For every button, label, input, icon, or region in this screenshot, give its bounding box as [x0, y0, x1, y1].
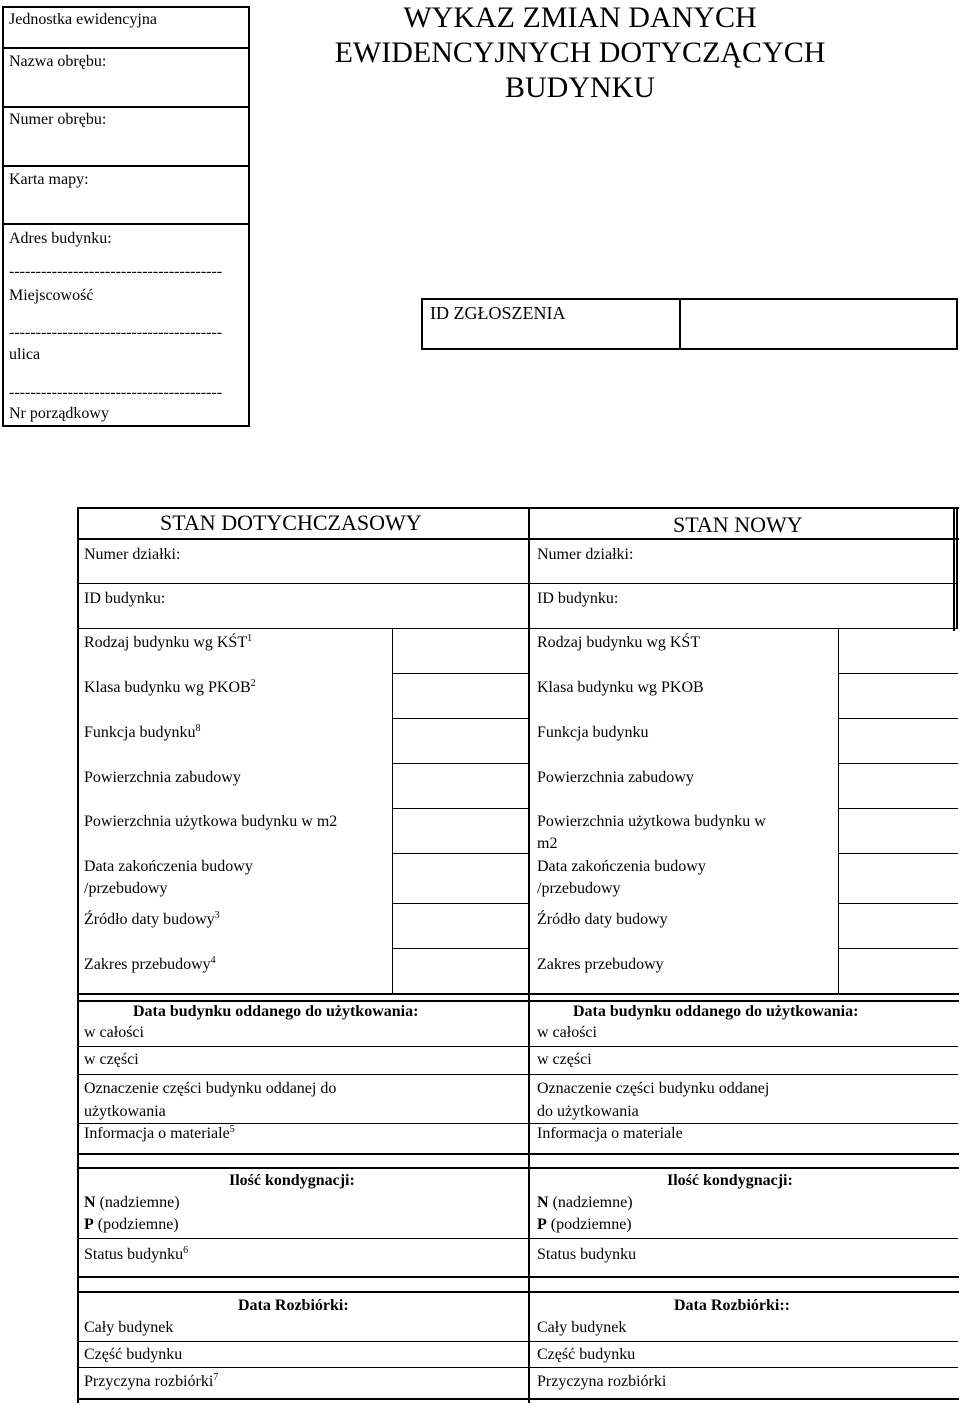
left-podziemne: P (podziemne) — [84, 1216, 179, 1233]
row-line — [838, 903, 958, 904]
right-numer-dzialki: Numer działki: — [537, 546, 634, 563]
right-w-calosci: w całości — [537, 1024, 597, 1041]
right-zrodlo: Źródło daty budowy — [537, 911, 668, 928]
right-ilosc-kondygnacji: Ilość kondygnacji: — [667, 1172, 793, 1189]
row-line — [838, 673, 958, 674]
row-line — [838, 763, 958, 764]
left-informacja: Informacja o materiale$^5$ — [84, 1124, 235, 1142]
row-line — [528, 1367, 958, 1368]
right-caly-budynek: Cały budynek — [537, 1319, 627, 1336]
row-line — [392, 853, 529, 854]
footnote-6: 6 — [183, 1245, 189, 1256]
left-data-oddanego: Data budynku oddanego do użytkowania: — [133, 1003, 419, 1020]
row-line — [528, 1074, 958, 1075]
table-border — [953, 507, 955, 631]
id-zgloszenia-field[interactable] — [682, 300, 956, 348]
left-zrodlo: Źródło daty budowy$^3$ — [84, 910, 220, 928]
right-nadziemne: N (nadziemne) — [537, 1194, 633, 1211]
left-status: Status budynku$^6$ — [84, 1245, 189, 1263]
section-line — [77, 1167, 530, 1169]
right-pow-uzytkowa-cont: m2 — [537, 835, 558, 852]
footnote-4: 4 — [210, 955, 216, 966]
divider — [2, 223, 250, 225]
right-oznaczenie: Oznaczenie części budynku oddanej — [537, 1080, 770, 1097]
left-w-calosci: w całości — [84, 1024, 144, 1041]
left-pow-uzytkowa: Powierzchnia użytkowa budynku w m2 — [84, 813, 338, 830]
row-line — [528, 993, 959, 995]
right-data-zakonczenia: Data zakończenia budowy — [537, 858, 706, 875]
section-line — [528, 1000, 959, 1002]
section-line — [77, 1398, 530, 1400]
row-line — [838, 853, 958, 854]
section-line — [528, 1153, 959, 1155]
right-data-rozbiorki: Data Rozbiórki:: — [674, 1297, 790, 1314]
left-data-zakonczenia-cont: /przebudowy — [84, 880, 168, 897]
row-line — [392, 903, 529, 904]
row-line — [392, 948, 529, 949]
right-id-budynku: ID budynku: — [537, 590, 619, 607]
left-czesc-budynku: Część budynku — [84, 1346, 183, 1363]
footnote-8: 8 — [195, 723, 201, 734]
id-zgloszenia-label: ID ZGŁOSZENIA — [430, 303, 566, 323]
row-line — [77, 628, 529, 629]
right-pow-zabudowy: Powierzchnia zabudowy — [537, 769, 694, 786]
right-zakres: Zakres przebudowy — [537, 956, 664, 973]
row-line — [528, 583, 958, 584]
right-czesc-budynku: Część budynku — [537, 1346, 636, 1363]
footnote-5: 5 — [229, 1124, 235, 1135]
row-line — [392, 763, 529, 764]
row-line — [838, 808, 958, 809]
section-line — [77, 1000, 530, 1002]
row-line — [392, 808, 529, 809]
right-w-czesci: w części — [537, 1051, 592, 1068]
right-przyczyna: Przyczyna rozbiórki — [537, 1373, 667, 1390]
nazwa-obrebu-label: Nazwa obrębu: — [9, 53, 107, 70]
left-zakres: Zakres przebudowy$^4$ — [84, 955, 216, 973]
left-funkcja: Funkcja budynku$^8$ — [84, 723, 201, 741]
row-line — [392, 673, 529, 674]
divider — [2, 47, 250, 49]
section-line — [528, 1276, 959, 1278]
adres-budynku-label: Adres budynku: — [9, 230, 112, 247]
left-oznaczenie: Oznaczenie części budynku oddanej do — [84, 1080, 337, 1097]
row-line — [838, 948, 958, 949]
table-border — [956, 507, 958, 629]
table-border — [77, 507, 79, 1403]
right-funkcja: Funkcja budynku — [537, 724, 649, 741]
left-id-budynku: ID budynku: — [84, 590, 166, 607]
row-line — [392, 718, 529, 719]
row-line — [528, 1046, 958, 1047]
right-oznaczenie-cont: do użytkowania — [537, 1103, 639, 1120]
section-line — [77, 1153, 530, 1155]
left-data-zakonczenia: Data zakończenia budowy — [84, 858, 253, 875]
divider — [679, 298, 681, 350]
row-line — [77, 1341, 529, 1342]
section-line — [528, 1167, 959, 1169]
footnote-1: 1 — [247, 633, 253, 644]
ulica-label: ulica — [9, 346, 41, 363]
stan-dotychczasowy-heading: STAN DOTYCHCZASOWY — [160, 510, 422, 535]
right-data-zakonczenia-cont: /przebudowy — [537, 880, 621, 897]
divider — [2, 106, 250, 108]
right-podziemne: P (podziemne) — [537, 1216, 632, 1233]
table-border — [528, 538, 959, 540]
left-caly-budynek: Cały budynek — [84, 1319, 174, 1336]
left-data-rozbiorki: Data Rozbiórki: — [238, 1297, 349, 1314]
right-rodzaj: Rodzaj budynku wg KŚT — [537, 634, 701, 651]
footnote-2: 2 — [250, 678, 256, 689]
row-line — [77, 993, 530, 995]
left-ilosc-kondygnacji: Ilość kondygnacji: — [229, 1172, 355, 1189]
stan-nowy-heading: STAN NOWY — [673, 512, 803, 537]
right-informacja: Informacja o materiale — [537, 1125, 683, 1142]
footnote-3: 3 — [214, 910, 220, 921]
value-col — [838, 628, 839, 993]
table-border — [528, 507, 530, 1403]
left-numer-dzialki: Numer działki: — [84, 546, 181, 563]
right-pow-uzytkowa: Powierzchnia użytkowa budynku w — [537, 813, 766, 830]
left-rodzaj: Rodzaj budynku wg KŚT$^1$ — [84, 633, 253, 651]
row-line — [528, 1341, 958, 1342]
dash-line: ---------------------------------------- — [9, 324, 223, 341]
table-border — [77, 538, 530, 540]
row-line — [528, 1123, 958, 1124]
left-klasa: Klasa budynku wg PKOB$^2$ — [84, 678, 256, 696]
left-nadziemne: N (nadziemne) — [84, 1194, 180, 1211]
row-line — [77, 1046, 529, 1047]
page-title: WYKAZ ZMIAN DANYCH EWIDENCYJNYCH DOTYCZĄCYCH BUDYNKU — [334, 1, 826, 104]
left-w-czesci: w części — [84, 1051, 139, 1068]
row-line — [77, 1238, 529, 1239]
right-data-oddanego: Data budynku oddanego do użytkowania: — [573, 1003, 859, 1020]
divider — [2, 165, 250, 167]
jednostka-label: Jednostka ewidencyjna — [9, 11, 157, 28]
row-line — [77, 583, 529, 584]
left-przyczyna: Przyczyna rozbiórki$^7$ — [84, 1372, 219, 1390]
table-border — [528, 507, 959, 509]
row-line — [528, 628, 958, 629]
row-line — [838, 718, 958, 719]
section-line — [77, 1276, 530, 1278]
dash-line: ---------------------------------------- — [9, 263, 223, 280]
right-klasa: Klasa budynku wg PKOB — [537, 679, 704, 696]
nr-porzadkowy-label: Nr porządkowy — [9, 405, 109, 422]
karta-mapy-label: Karta mapy: — [9, 171, 89, 188]
section-line — [528, 1291, 959, 1293]
right-status: Status budynku — [537, 1246, 637, 1263]
dash-line: ---------------------------------------- — [9, 384, 223, 401]
value-col — [392, 628, 393, 993]
footnote-7: 7 — [213, 1372, 219, 1383]
left-pow-zabudowy: Powierzchnia zabudowy — [84, 769, 241, 786]
row-line — [77, 1074, 529, 1075]
left-oznaczenie-cont: użytkowania — [84, 1103, 166, 1120]
row-line — [77, 1367, 529, 1368]
row-line — [77, 1123, 529, 1124]
miejscowosc-label: Miejscowość — [9, 287, 94, 304]
section-line — [528, 1398, 959, 1400]
row-line — [528, 1238, 958, 1239]
table-border — [77, 507, 530, 509]
section-line — [77, 1291, 530, 1293]
numer-obrebu-label: Numer obrębu: — [9, 111, 107, 128]
